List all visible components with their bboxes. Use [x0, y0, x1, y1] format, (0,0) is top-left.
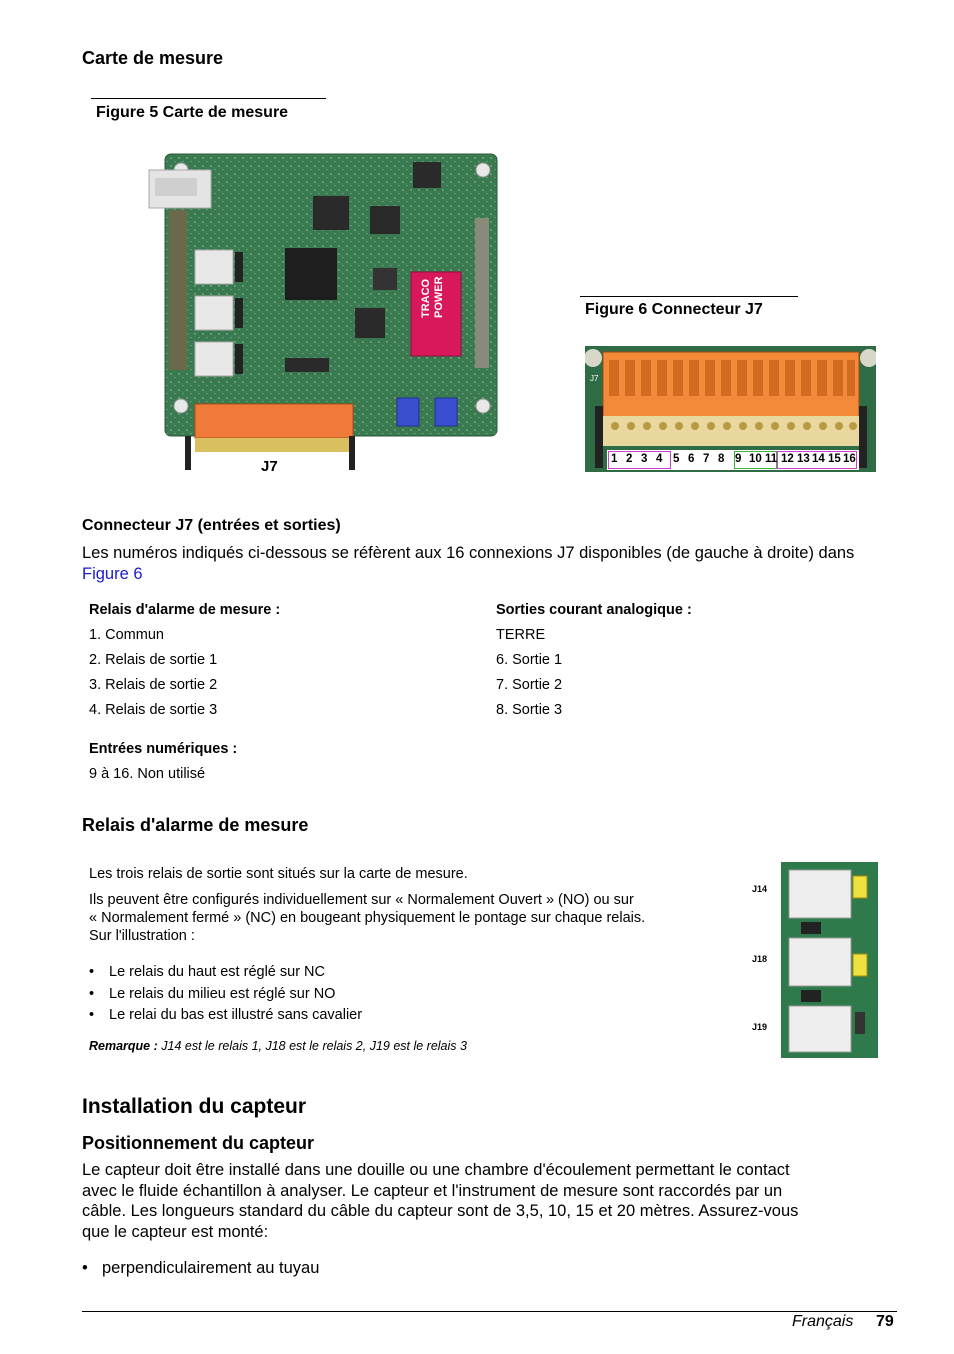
relais-p2-line-2: « Normalement fermé » (NC) en bougeant physiquement le pontage sur chaque relais. [89, 910, 646, 926]
pin-number-11: 11 [765, 453, 778, 465]
right-col-item-3: 7. Sortie 2 [496, 677, 563, 693]
pin-number-7: 7 [703, 453, 710, 465]
relais-paragraph-2 [89, 891, 645, 945]
section-heading-carte: Carte de mesure [82, 48, 224, 68]
section-heading-j7: Connecteur J7 (entrées et sorties) [82, 517, 341, 534]
figure6-board-label: J7 [590, 374, 599, 383]
left-col-item-2: 2. Relais de sortie 1 [89, 652, 218, 668]
left-col-item-1: 1. Commun [89, 627, 164, 643]
installation-line-2: avec le fluide échantillon à analyser. Le capteur et l'instrument de mesure sont raccordés par un [82, 1181, 783, 1200]
pin-number-9: 9 [735, 453, 742, 465]
left-col-item-3: 3. Relais de sortie 2 [89, 677, 218, 693]
figure6-link[interactable]: Figure 6 [82, 564, 143, 583]
figure5-caption-rule [91, 98, 326, 99]
digital-header: Entrées numériques : [89, 741, 238, 757]
section-heading-installation: Installation du capteur [82, 1095, 307, 1118]
footer-language: Français [792, 1313, 854, 1330]
figure5-board-image [145, 148, 505, 476]
pin-number-6: 6 [688, 453, 695, 465]
pin-number-10: 10 [749, 453, 762, 465]
relay-image [752, 862, 878, 1058]
figure6-connector-image [585, 346, 876, 472]
pin-number-4: 4 [656, 453, 663, 465]
j7-intro-paragraph [82, 543, 902, 584]
installation-bullet-list [82, 1258, 319, 1279]
note-text: J14 est le relais 1, J18 est le relais 2, J19 est le relais 3 [157, 1039, 467, 1053]
relais-bullet-1: • Le relais du haut est réglé sur NC [89, 962, 362, 984]
relais-paragraph-1: Les trois relais de sortie sont situés sur la carte de mesure. [89, 866, 468, 882]
pin-number-16: 16 [843, 453, 856, 465]
installation-bullet-1: • perpendiculairement au tuyau [82, 1258, 319, 1279]
figure5-j7-label: J7 [261, 458, 278, 475]
installation-paragraph [82, 1160, 912, 1242]
relay-label-j19: J19 [752, 1022, 768, 1032]
relais-p2-line-1: Ils peuvent être configurés individuellement sur « Normalement Ouvert » (NO) ou sur [89, 892, 634, 908]
relais-bullet-2: • Le relais du milieu est réglé sur NO [89, 984, 362, 1006]
left-col-header: Relais d'alarme de mesure : [89, 602, 281, 618]
module-label-bottom: POWER [433, 276, 445, 318]
relais-note [89, 1039, 467, 1053]
right-col-item-4: 8. Sortie 3 [496, 702, 563, 718]
pin-number-5: 5 [673, 453, 680, 465]
pin-number-labels [607, 453, 859, 469]
footer-page-number: 79 [876, 1313, 894, 1330]
module-label-top: TRACO [420, 278, 432, 318]
pin-number-12: 12 [781, 453, 794, 465]
figure6-caption: Figure 6 Connecteur J7 [585, 301, 763, 318]
footer-rule [82, 1311, 897, 1312]
pin-number-13: 13 [797, 453, 810, 465]
left-col-item-4: 4. Relais de sortie 3 [89, 702, 218, 718]
pin-number-2: 2 [626, 453, 633, 465]
pin-number-14: 14 [812, 453, 825, 465]
note-label: Remarque : [89, 1039, 158, 1053]
pin-number-8: 8 [718, 453, 725, 465]
relais-p2-line-3: Sur l'illustration : [89, 928, 195, 944]
installation-line-1: Le capteur doit être installé dans une douille ou une chambre d'écoulement permettant le contact [82, 1161, 790, 1179]
right-col-header: Sorties courant analogique : [496, 602, 692, 618]
figure6-caption-rule [580, 296, 798, 297]
relay-label-j14: J14 [752, 884, 768, 894]
relais-bullet-3: • Le relai du bas est illustré sans cavalier [89, 1005, 362, 1027]
right-col-item-1: TERRE [496, 627, 546, 643]
relais-bullet-list [89, 962, 362, 1027]
digital-item: 9 à 16. Non utilisé [89, 766, 206, 782]
installation-line-4: que le capteur est monté: [82, 1222, 269, 1241]
relay-label-j18: J18 [752, 954, 768, 964]
pin-number-3: 3 [641, 453, 648, 465]
relay-illustration [781, 862, 878, 1058]
pin-number-1: 1 [611, 453, 618, 465]
subheading-positionnement: Positionnement du capteur [82, 1133, 315, 1153]
installation-line-3: câble. Les longueurs standard du câble du capteur sont de 3,5, 10, 15 et 20 mètres. Assurez-vous [82, 1202, 799, 1220]
pin-number-15: 15 [828, 453, 841, 465]
section-heading-relais: Relais d'alarme de mesure [82, 815, 309, 835]
figure5-caption: Figure 5 Carte de mesure [96, 104, 289, 121]
board-illustration [145, 148, 505, 476]
right-col-item-2: 6. Sortie 1 [496, 652, 563, 668]
j7-intro-text: Les numéros indiqués ci-dessous se réfèrent aux 16 connexions J7 disponibles (de gauche à droite) dans [82, 544, 855, 562]
